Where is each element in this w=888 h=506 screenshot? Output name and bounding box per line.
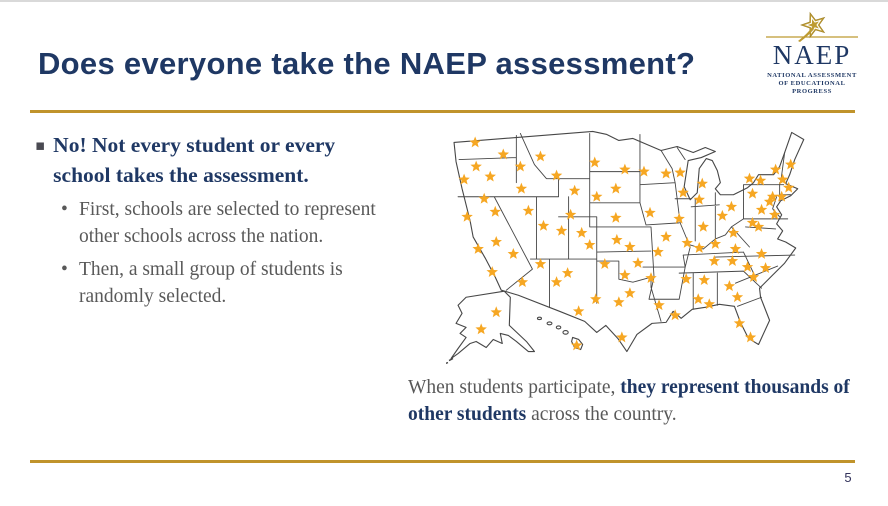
caption-prefix: When students participate, [408,377,621,398]
us-map-with-stars [446,126,852,368]
page-title: Does everyone take the NAEP assessment? [38,46,696,81]
aleutian-islands [446,359,453,364]
naep-logo-tagline: NATIONAL ASSESSMENT OF EDUCATIONAL PROGRESS [767,72,857,95]
bottom-gold-divider [30,460,855,463]
bullet-list [35,130,407,316]
main-bullet-text: No! Not every student or every school takes the assessment. [53,133,336,187]
page-number: 5 [844,470,852,485]
shooting-star-icon [762,8,862,44]
caption-bold: they represent thousands of other students [408,377,850,425]
sub-bullet: • First, schools are selected to represent other schools across the nation. [79,196,379,250]
square-bullet-icon: ▪ [35,136,46,154]
main-bullet [35,130,407,190]
alaska-outline [451,291,534,358]
top-gold-divider [30,110,855,113]
naep-logo [762,8,862,106]
sub-bullet: • Then, a small group of students is randomly selected. [79,256,379,310]
sub-bullet-list [35,196,407,310]
naep-logo-wordmark: NAEP [772,40,852,70]
map-caption [408,374,870,428]
caption-suffix: across the country. [526,404,677,425]
